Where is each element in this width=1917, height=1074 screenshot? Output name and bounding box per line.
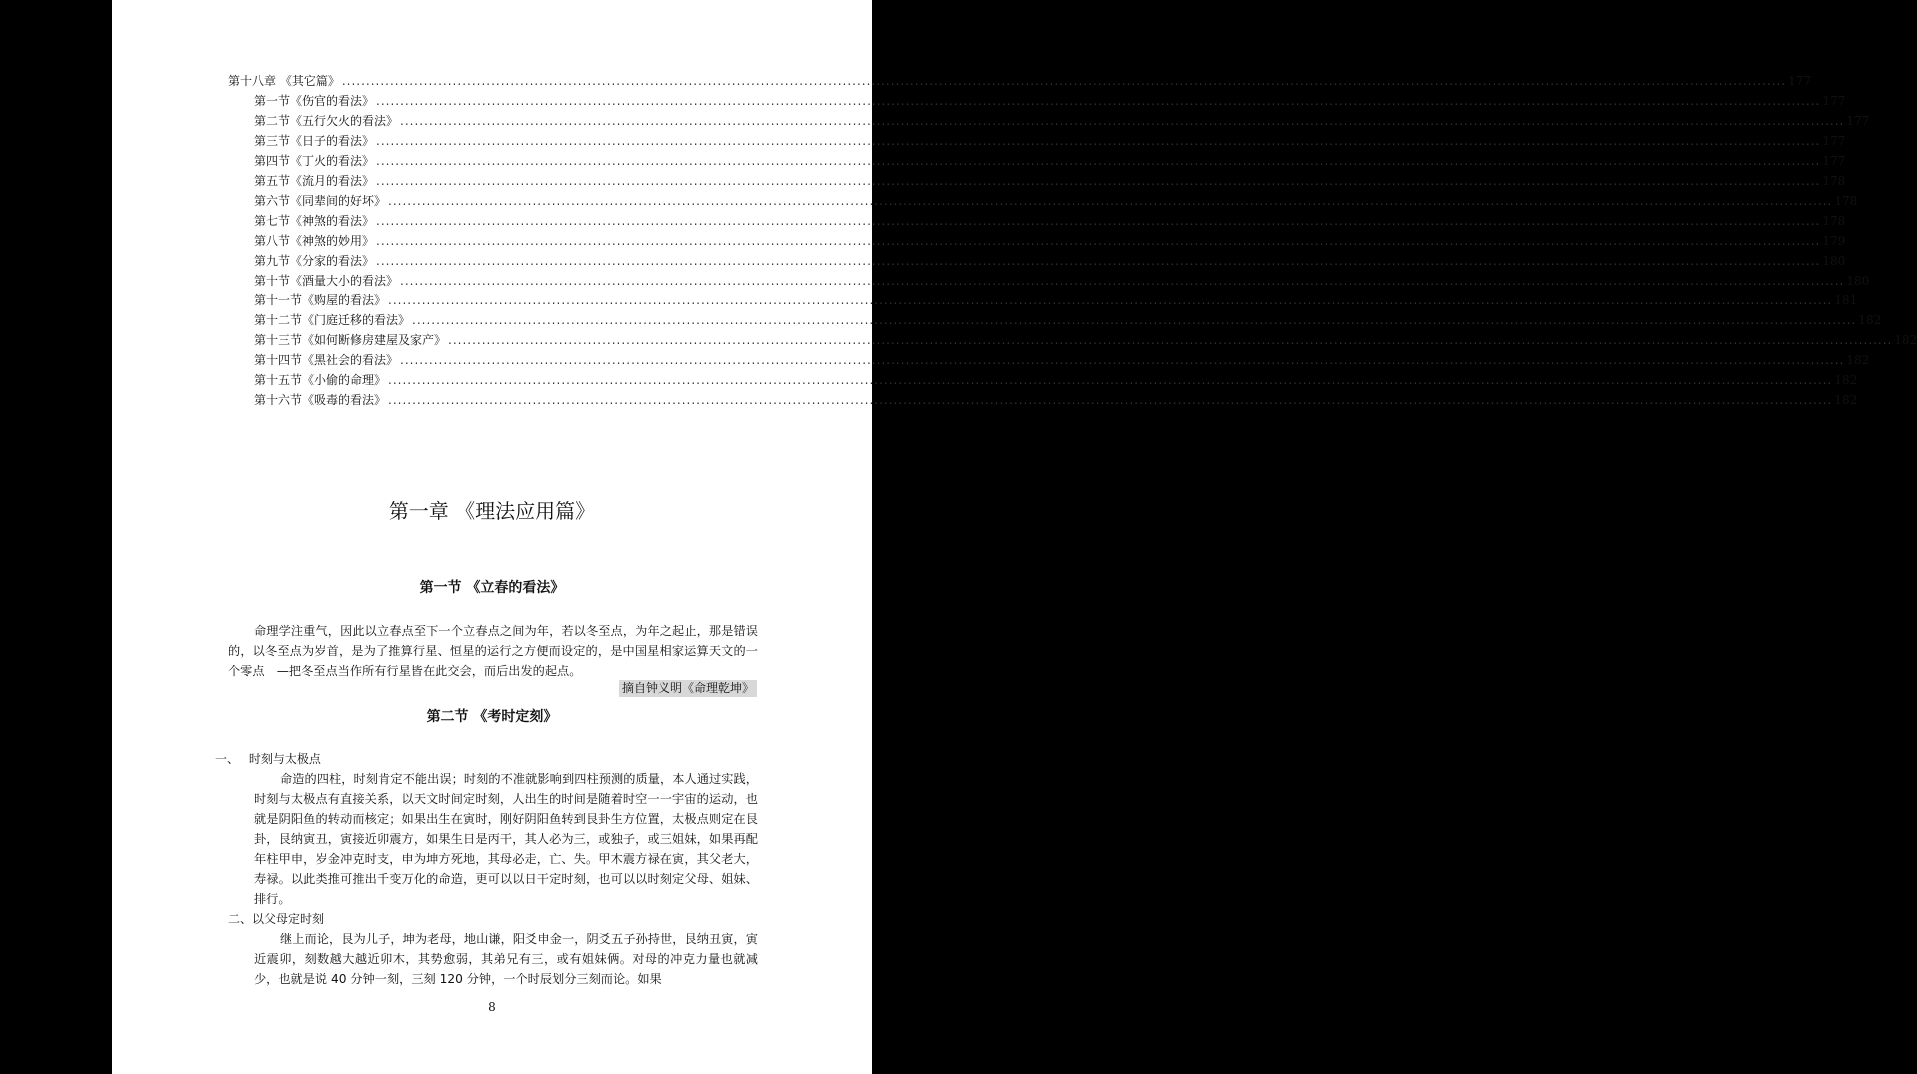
toc-section-entry[interactable] xyxy=(254,291,1858,309)
toc-page-number: 182 xyxy=(1894,333,1917,348)
toc-leader-dots: ............................................................................................................................................................................................................................................................................................................ xyxy=(388,193,1833,208)
section-title-2: 第二节 《考时定刻》 xyxy=(426,709,558,725)
toc-leader-dots: ............................................................................................................................................................................................................................................................................................................ xyxy=(388,393,1833,408)
toc-page-number: 180 xyxy=(1822,253,1846,268)
page-number: 8 xyxy=(488,1000,496,1014)
toc-leader-dots: ............................................................................................................................................................................................................................................................................................................ xyxy=(376,133,1821,148)
toc-leader-dots: ............................................................................................................................................................................................................................................................................................................ xyxy=(412,313,1857,328)
section-1-paragraph: 命理学注重气，因此以立春点至下一个立春点之间为年，若以冬至点，为年之起止，那是错误的，以冬至点为岁首，是为了推算行星、恒星的运行之方便而设定的，是中国星相家运算天文的一个零点 —把冬至点当作所有行星皆在此交会，而后出发的起点。 xyxy=(228,624,758,678)
toc-section-entry[interactable] xyxy=(254,371,1858,389)
toc-section-entry[interactable] xyxy=(254,331,1917,349)
toc-leader-dots: ............................................................................................................................................................................................................................................................................................................ xyxy=(376,173,1821,188)
toc-leader-dots: ............................................................................................................................................................................................................................................................................................................ xyxy=(376,153,1821,168)
toc-entry-label: 第十五节《小偷的命理》 xyxy=(254,373,387,388)
section-title-1: 第一节 《立春的看法》 xyxy=(419,580,565,596)
toc-entry-label: 第十六节《吸毒的看法》 xyxy=(254,393,387,408)
subheading-1: 一、 时刻与太极点 xyxy=(215,752,321,766)
toc-section-entry[interactable] xyxy=(254,152,1846,170)
toc-section-entry[interactable] xyxy=(254,311,1882,329)
toc-section-entry[interactable] xyxy=(254,132,1846,150)
subheading-2: 二、以父母定时刻 xyxy=(228,912,325,926)
toc-leader-dots: ............................................................................................................................................................................................................................................................................................................ xyxy=(341,74,1787,88)
toc-page-number: 182 xyxy=(1834,393,1858,408)
toc-entry-label: 第三节《日子的看法》 xyxy=(254,133,375,148)
toc-section-entry[interactable] xyxy=(254,232,1846,250)
toc-page-number: 179 xyxy=(1822,233,1846,248)
toc-entry-label: 第十八章 《其它篇》 xyxy=(228,74,340,88)
toc-leader-dots: ............................................................................................................................................................................................................................................................................................................ xyxy=(400,273,1845,288)
citation: 摘自钟义明《命理乾坤》 xyxy=(619,680,757,697)
toc-leader-dots: ............................................................................................................................................................................................................................................................................................................ xyxy=(448,333,1893,348)
toc-section-entry[interactable] xyxy=(254,272,1870,290)
toc-entry-label: 第四节《丁火的看法》 xyxy=(254,153,375,168)
toc-section-entry[interactable] xyxy=(254,92,1846,110)
toc-page-number: 177 xyxy=(1846,113,1870,128)
toc-page-number: 178 xyxy=(1822,213,1846,228)
toc-chapter-entry[interactable] xyxy=(228,72,1812,90)
toc-section-entry[interactable] xyxy=(254,252,1846,270)
toc-leader-dots: ............................................................................................................................................................................................................................................................................................................ xyxy=(388,373,1833,388)
toc-section-entry[interactable] xyxy=(254,212,1846,230)
toc-page-number: 182 xyxy=(1858,313,1882,328)
toc-page-number: 182 xyxy=(1834,373,1858,388)
toc-entry-label: 第十三节《如何断修房建屋及家产》 xyxy=(254,333,447,348)
toc-entry-label: 第九节《分家的看法》 xyxy=(254,253,375,268)
toc-entry-label: 第七节《神煞的看法》 xyxy=(254,213,375,228)
toc-leader-dots: ............................................................................................................................................................................................................................................................................................................ xyxy=(376,233,1821,248)
toc-page-number: 177 xyxy=(1822,153,1846,168)
toc-leader-dots: ............................................................................................................................................................................................................................................................................................................ xyxy=(376,213,1821,228)
toc-page-number: 178 xyxy=(1822,173,1846,188)
toc-leader-dots: ............................................................................................................................................................................................................................................................................................................ xyxy=(400,113,1845,128)
toc-section-entry[interactable] xyxy=(254,192,1858,210)
toc-section-entry[interactable] xyxy=(254,351,1870,369)
toc-leader-dots: ............................................................................................................................................................................................................................................................................................................ xyxy=(400,353,1845,368)
toc-section-entry[interactable] xyxy=(254,112,1870,130)
toc-section-entry[interactable] xyxy=(254,172,1846,190)
toc-page-number: 180 xyxy=(1846,273,1870,288)
toc-page-number: 177 xyxy=(1788,74,1812,88)
toc-entry-label: 第十二节《门庭迁移的看法》 xyxy=(254,313,411,328)
toc-entry-label: 第六节《同辈间的好坏》 xyxy=(254,193,387,208)
toc-entry-label: 第二节《五行欠火的看法》 xyxy=(254,113,399,128)
toc-entry-label: 第十四节《黑社会的看法》 xyxy=(254,353,399,368)
toc-page-number: 177 xyxy=(1822,93,1846,108)
subsection-2-paragraph: 继上而论，艮为儿子，坤为老母，地山谦，阳爻申金一，阴爻五子孙持世，艮纳丑寅，寅近震卯，刻数越大越近卯木，其势愈弱，其弟兄有三，或有姐妹俩。对母的冲克力量也就减少，也就是说 40 分钟一刻，三刻 120 分钟，一个时辰划分三刻而论。如果 xyxy=(254,932,758,986)
toc-entry-label: 第一节《伤官的看法》 xyxy=(254,93,375,108)
chapter-title: 第一章 《理法应用篇》 xyxy=(388,499,596,523)
toc-entry-label: 第五节《流月的看法》 xyxy=(254,173,375,188)
toc-page-number: 182 xyxy=(1846,353,1870,368)
toc-leader-dots: ............................................................................................................................................................................................................................................................................................................ xyxy=(376,93,1821,108)
toc-entry-label: 第十节《酒量大小的看法》 xyxy=(254,273,399,288)
toc-page-number: 181 xyxy=(1834,293,1858,308)
toc-page-number: 178 xyxy=(1834,193,1858,208)
subsection-1-paragraph: 命造的四柱，时刻肯定不能出误；时刻的不准就影响到四柱预测的质量，本人通过实践，时刻与太极点有直接关系，以天文时间定时刻，人出生的时间是随着时空一一宇宙的运动，也就是阴阳鱼的转动而核定；如果出生在寅时，刚好阴阳鱼转到艮卦生方位置，太极点则定在艮卦，艮纳寅丑，寅接近卯震方，如果生日是丙干，其人必为三，或独子，或三姐妹，如果再配年柱甲申，岁金冲克时支，申为坤方死地，其母必走，亡、失。甲木震方禄在寅，其父老大，寿禄。以此类推可推出千变万化的命造，更可以以日干定时刻，也可以以时刻定父母、姐妹、排行。 xyxy=(254,772,758,906)
document-page xyxy=(112,0,1917,1074)
toc-section-entry[interactable] xyxy=(254,391,1858,409)
toc-leader-dots: ............................................................................................................................................................................................................................................................................................................ xyxy=(376,253,1821,268)
toc-page-number: 177 xyxy=(1822,133,1846,148)
toc-leader-dots: ............................................................................................................................................................................................................................................................................................................ xyxy=(388,293,1833,308)
toc-entry-label: 第八节《神煞的妙用》 xyxy=(254,233,375,248)
toc-entry-label: 第十一节《购屋的看法》 xyxy=(254,293,387,308)
